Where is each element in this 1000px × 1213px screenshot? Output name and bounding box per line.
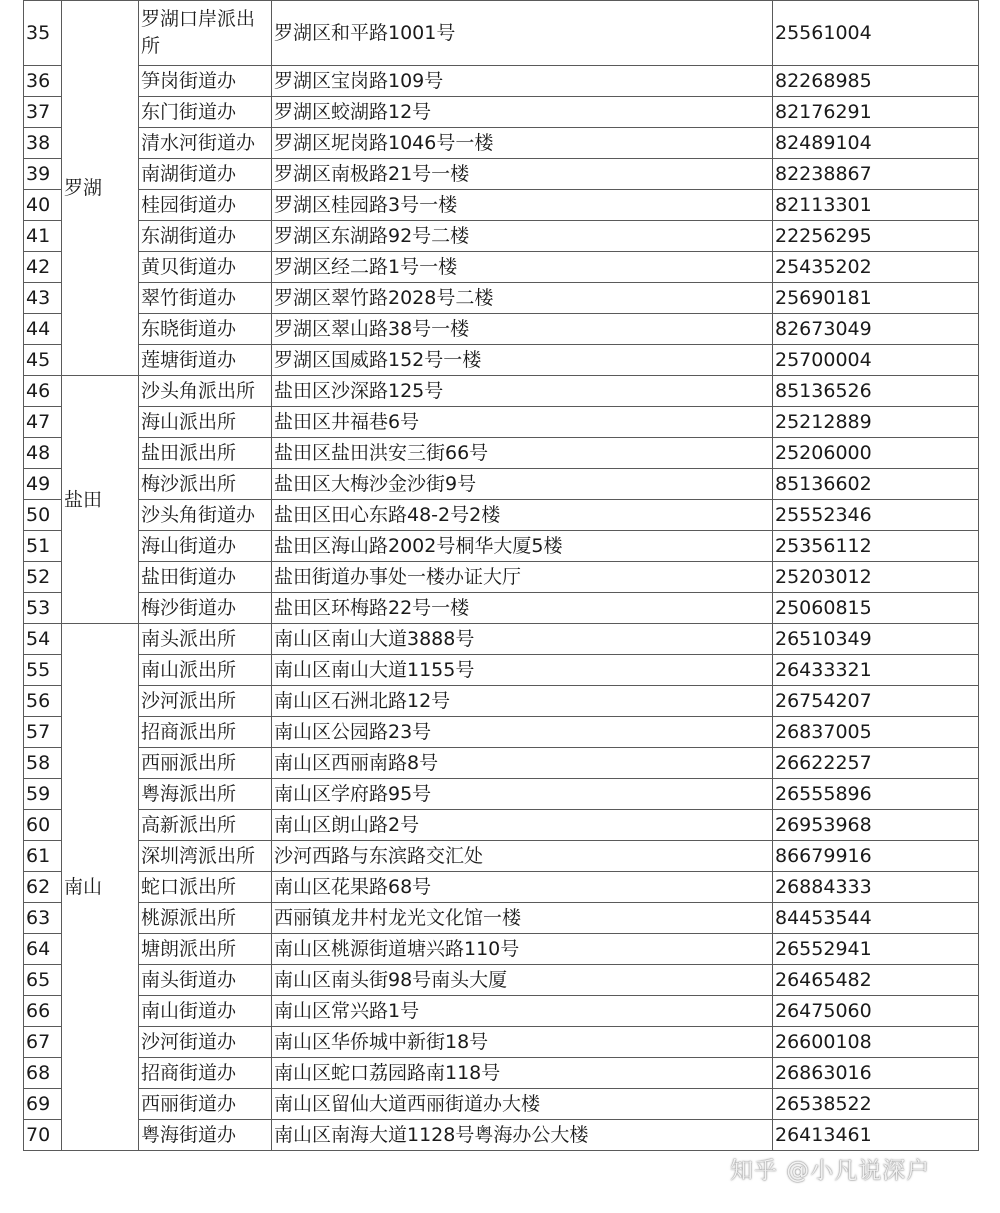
office-name: 沙河派出所 [139,686,272,717]
office-address: 盐田街道办事处一楼办证大厅 [272,562,773,593]
row-number: 60 [24,810,62,841]
table-row [24,593,979,624]
office-address: 西丽镇龙井村龙光文化馆一楼 [272,903,773,934]
office-name: 海山街道办 [139,531,272,562]
row-number: 48 [24,438,62,469]
office-address: 盐田区海山路2002号桐华大厦5楼 [272,531,773,562]
table-row [24,1058,979,1089]
table-row [24,1120,979,1151]
office-phone: 26837005 [773,717,979,748]
office-address: 南山区华侨城中新街18号 [272,1027,773,1058]
office-phone: 26555896 [773,779,979,810]
table-row [24,128,979,159]
office-name: 罗湖口岸派出所 [139,1,272,66]
office-phone: 85136602 [773,469,979,500]
row-number: 68 [24,1058,62,1089]
office-name: 盐田街道办 [139,562,272,593]
row-number: 63 [24,903,62,934]
office-phone: 25356112 [773,531,979,562]
office-address: 南山区学府路95号 [272,779,773,810]
row-number: 55 [24,655,62,686]
office-name: 清水河街道办 [139,128,272,159]
office-phone: 25206000 [773,438,979,469]
office-address: 南山区桃源街道塘兴路110号 [272,934,773,965]
table-row [24,252,979,283]
table-body [24,1,979,1151]
table-row [24,221,979,252]
table-row [24,965,979,996]
office-phone: 86679916 [773,841,979,872]
office-address: 罗湖区桂园路3号一楼 [272,190,773,221]
office-address: 罗湖区宝岗路109号 [272,66,773,97]
office-address: 南山区蛇口荔园路南118号 [272,1058,773,1089]
row-number: 36 [24,66,62,97]
table-row [24,159,979,190]
office-phone: 82489104 [773,128,979,159]
table-row [24,748,979,779]
office-phone: 82238867 [773,159,979,190]
table-row [24,934,979,965]
row-number: 37 [24,97,62,128]
table-row [24,345,979,376]
office-phone: 82176291 [773,97,979,128]
table-row [24,66,979,97]
office-address: 盐田区田心东路48-2号2楼 [272,500,773,531]
office-name: 招商街道办 [139,1058,272,1089]
office-name: 粤海街道办 [139,1120,272,1151]
office-phone: 25700004 [773,345,979,376]
table-row [24,531,979,562]
office-address: 罗湖区翠山路38号一楼 [272,314,773,345]
office-address: 盐田区环梅路22号一楼 [272,593,773,624]
row-number: 62 [24,872,62,903]
office-phone: 26465482 [773,965,979,996]
office-phone: 25212889 [773,407,979,438]
row-number: 38 [24,128,62,159]
office-phone: 25203012 [773,562,979,593]
office-address: 罗湖区翠竹路2028号二楼 [272,283,773,314]
office-address: 南山区朗山路2号 [272,810,773,841]
office-address: 沙河西路与东滨路交汇处 [272,841,773,872]
office-address: 盐田区盐田洪安三街66号 [272,438,773,469]
row-number: 44 [24,314,62,345]
office-name: 海山派出所 [139,407,272,438]
office-phone: 22256295 [773,221,979,252]
table-row [24,314,979,345]
office-name: 沙头角派出所 [139,376,272,407]
row-number: 56 [24,686,62,717]
row-number: 40 [24,190,62,221]
table-row [24,841,979,872]
office-phone: 26552941 [773,934,979,965]
office-phone: 84453544 [773,903,979,934]
office-name: 南头街道办 [139,965,272,996]
office-name: 莲塘街道办 [139,345,272,376]
office-name: 沙河街道办 [139,1027,272,1058]
row-number: 51 [24,531,62,562]
office-name: 南山派出所 [139,655,272,686]
office-phone: 25060815 [773,593,979,624]
office-name: 东门街道办 [139,97,272,128]
office-name: 西丽派出所 [139,748,272,779]
office-address: 南山区西丽南路8号 [272,748,773,779]
row-number: 59 [24,779,62,810]
row-number: 58 [24,748,62,779]
office-name: 深圳湾派出所 [139,841,272,872]
table-row [24,872,979,903]
district-name: 南山 [62,624,139,1151]
office-address: 罗湖区南极路21号一楼 [272,159,773,190]
office-address: 南山区南山大道3888号 [272,624,773,655]
office-phone: 26754207 [773,686,979,717]
office-name: 翠竹街道办 [139,283,272,314]
office-address: 罗湖区东湖路92号二楼 [272,221,773,252]
table-row [24,1089,979,1120]
office-phone: 26600108 [773,1027,979,1058]
row-number: 54 [24,624,62,655]
office-address: 南山区留仙大道西丽街道办大楼 [272,1089,773,1120]
office-name: 黄贝街道办 [139,252,272,283]
office-directory-table [23,0,979,1151]
row-number: 43 [24,283,62,314]
office-address: 南山区南山大道1155号 [272,655,773,686]
document-page [23,0,979,1151]
table-row [24,407,979,438]
row-number: 52 [24,562,62,593]
office-phone: 25552346 [773,500,979,531]
table-row [24,686,979,717]
office-address: 南山区南海大道1128号粤海办公大楼 [272,1120,773,1151]
table-row [24,97,979,128]
table-row [24,903,979,934]
office-address: 罗湖区和平路1001号 [272,1,773,66]
table-row [24,624,979,655]
district-name: 罗湖 [62,1,139,376]
office-phone: 82673049 [773,314,979,345]
office-name: 梅沙街道办 [139,593,272,624]
office-phone: 25561004 [773,1,979,66]
office-name: 笋岗街道办 [139,66,272,97]
row-number: 69 [24,1089,62,1120]
table-row [24,1027,979,1058]
office-name: 高新派出所 [139,810,272,841]
row-number: 41 [24,221,62,252]
table-row [24,562,979,593]
office-name: 桃源派出所 [139,903,272,934]
row-number: 47 [24,407,62,438]
office-name: 蛇口派出所 [139,872,272,903]
office-phone: 26622257 [773,748,979,779]
office-address: 罗湖区国威路152号一楼 [272,345,773,376]
office-address: 盐田区井福巷6号 [272,407,773,438]
watermark: 知乎 @小凡说深户 [730,1158,931,1184]
office-phone: 25690181 [773,283,979,314]
table-row [24,438,979,469]
row-number: 57 [24,717,62,748]
row-number: 35 [24,1,62,66]
office-address: 南山区公园路23号 [272,717,773,748]
office-name: 梅沙派出所 [139,469,272,500]
office-address: 南山区石洲北路12号 [272,686,773,717]
row-number: 46 [24,376,62,407]
office-phone: 82113301 [773,190,979,221]
office-address: 南山区花果路68号 [272,872,773,903]
office-phone: 26413461 [773,1120,979,1151]
office-name: 南头派出所 [139,624,272,655]
office-address: 南山区南头街98号南头大厦 [272,965,773,996]
table-row [24,1,979,66]
row-number: 53 [24,593,62,624]
office-name: 沙头角街道办 [139,500,272,531]
office-name: 塘朗派出所 [139,934,272,965]
office-address: 盐田区大梅沙金沙街9号 [272,469,773,500]
office-name: 招商派出所 [139,717,272,748]
office-phone: 26884333 [773,872,979,903]
office-address: 南山区常兴路1号 [272,996,773,1027]
office-phone: 26510349 [773,624,979,655]
office-name: 南山街道办 [139,996,272,1027]
row-number: 49 [24,469,62,500]
table-row [24,469,979,500]
office-name: 西丽街道办 [139,1089,272,1120]
office-phone: 26538522 [773,1089,979,1120]
row-number: 50 [24,500,62,531]
office-address: 罗湖区坭岗路1046号一楼 [272,128,773,159]
office-name: 桂园街道办 [139,190,272,221]
office-name: 盐田派出所 [139,438,272,469]
office-phone: 26475060 [773,996,979,1027]
row-number: 61 [24,841,62,872]
row-number: 45 [24,345,62,376]
office-address: 罗湖区经二路1号一楼 [272,252,773,283]
row-number: 42 [24,252,62,283]
district-name: 盐田 [62,376,139,624]
row-number: 65 [24,965,62,996]
table-row [24,717,979,748]
office-name: 东晓街道办 [139,314,272,345]
table-row [24,996,979,1027]
table-row [24,283,979,314]
row-number: 64 [24,934,62,965]
table-row [24,190,979,221]
table-row [24,655,979,686]
office-name: 粤海派出所 [139,779,272,810]
table-row [24,779,979,810]
row-number: 67 [24,1027,62,1058]
table-row [24,810,979,841]
row-number: 70 [24,1120,62,1151]
office-name: 东湖街道办 [139,221,272,252]
office-phone: 26953968 [773,810,979,841]
office-address: 罗湖区蛟湖路12号 [272,97,773,128]
table-row [24,500,979,531]
office-phone: 26433321 [773,655,979,686]
office-address: 盐田区沙深路125号 [272,376,773,407]
row-number: 66 [24,996,62,1027]
office-phone: 26863016 [773,1058,979,1089]
table-row [24,376,979,407]
office-phone: 82268985 [773,66,979,97]
row-number: 39 [24,159,62,190]
office-phone: 25435202 [773,252,979,283]
office-phone: 85136526 [773,376,979,407]
office-name: 南湖街道办 [139,159,272,190]
